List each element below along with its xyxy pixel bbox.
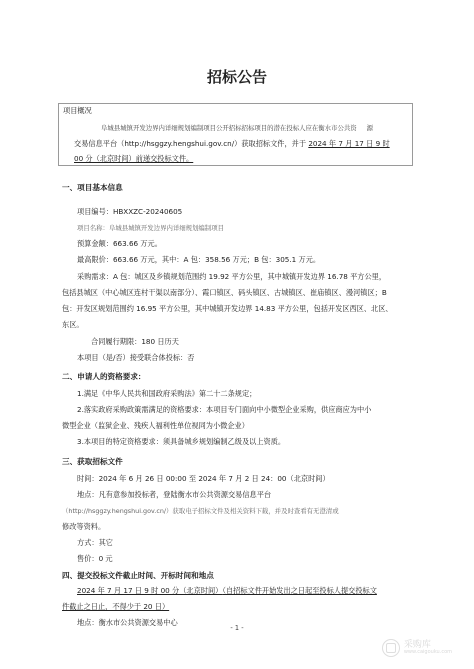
section-qualifications: 二、申请人的资格要求：: [62, 372, 146, 381]
overview-deadline: 2024 年 7 月 17 日 9 时: [308, 139, 390, 148]
watermark-main: 采购库: [403, 640, 431, 650]
obtain-method-1: （http://hsggzy.hengshui.gov.cn/）获取电子招标文件及相关资料下载，并及时查看有无澄清或: [62, 507, 339, 515]
overview-heading: 项目概况: [63, 106, 92, 115]
consortium-bid: 本项目（是/否）接受联合体投标：否: [77, 353, 195, 362]
procurement-need-3: 包：开发区规划范围约 16.95 平方公里，其中城镇开发边界 14.83 平方公里，包括开发区西区、北区、: [62, 304, 393, 313]
cart-logo-icon: [382, 639, 400, 657]
deadline-note-2: 件截止之日止，不得少于 20 日）: [62, 602, 170, 611]
deadline-time-note: （自招标文件开始发出之日起至投标人提交投标文: [222, 586, 377, 595]
procurement-need-4: 东区。: [62, 320, 84, 329]
contract-period: 合同履行期限：180 日历天: [91, 337, 179, 346]
overview-line-1: [101, 123, 373, 132]
deadline-time-value: 2024 年 7 月 17 日 9 时 00 分（北京时间）: [77, 586, 223, 595]
section-deadline: 四、提交投标文件截止时间、开标时间和地点: [62, 571, 214, 580]
obtain-place: 地点：凡有意参加投标者，登陆衡水市公共资源交易信息平台: [77, 490, 272, 499]
project-number: 项目编号：HBXXZC-20240605: [77, 207, 183, 216]
obtain-time: 时间：2024 年 6 月 26 日 00:00 至 2024 年 7 月 2 日 24：00（北京时间）: [77, 474, 330, 483]
deadline-place: 地点：衡水市公共资源交易中心: [77, 618, 178, 627]
qualification-2b: 微型企业（监狱企业、残疾人福利性单位视同为小微企业）: [62, 421, 249, 430]
watermark-url: www.caigouku.com: [403, 649, 452, 655]
budget-amount: 预算金额：663.66 万元。: [77, 239, 162, 248]
project-name: 项目名称：阜城县城镇开发边界内详细规划编制项目: [77, 224, 224, 232]
procurement-need-1: 采购需求：A 包：城区及乡镇规划范围约 19.92 平方公里，其中城镇开发边界 16.78 平方公里，: [77, 272, 387, 281]
qualification-2a: 2.落实政府采购政策需满足的资格要求：本项目专门面向中小微型企业采购，供应商应为中小: [77, 405, 372, 414]
page-title: 招标公告: [206, 68, 267, 86]
obtain-price: 售价：0 元: [77, 554, 113, 563]
overview-line-2-text: 交易信息平台（http://hsggzy.hengshui.gov.cn/）获取招标文件，并于: [74, 139, 307, 148]
section-obtain-docs: 三、获取招标文件: [62, 457, 123, 466]
qualification-3: 3.本项目的特定资格要求：须具备城乡规划编制乙级及以上资质。: [77, 437, 286, 446]
page-number: - 1 -: [230, 624, 244, 632]
procurement-need-2: 包括县城区（中心城区连村干渠以南部分）、霞口镇区、码头镇区、古城镇区、崔庙镇区、漫河镇区；B: [62, 288, 387, 297]
obtain-method-2: 修改等资料。: [62, 522, 106, 531]
overview-line-3: 00 分（北京时间）前递交投标文件。: [74, 154, 194, 163]
section-basic-info: 一、项目基本信息: [62, 183, 123, 192]
obtain-way: 方式：其它: [77, 538, 113, 547]
overview-line-1-end: 源: [366, 124, 374, 132]
deadline-time: [77, 586, 377, 596]
qualification-1: 1.满足《中华人民共和国政府采购法》第二十二条规定；: [77, 389, 257, 398]
watermark-text: [404, 641, 452, 655]
watermark-logo: [382, 639, 452, 657]
project-overview-box: [58, 103, 413, 166]
max-price: 最高限价：663.66 万元，其中：A 包：358.56 万元；B 包：305.1 万元。: [77, 255, 321, 264]
overview-line-2: [74, 139, 390, 149]
overview-line-1-text: 阜城县城镇开发边界内详细规划编制项目公开招标招标项目的潜在投标人应在衡水市公共资: [101, 124, 357, 132]
